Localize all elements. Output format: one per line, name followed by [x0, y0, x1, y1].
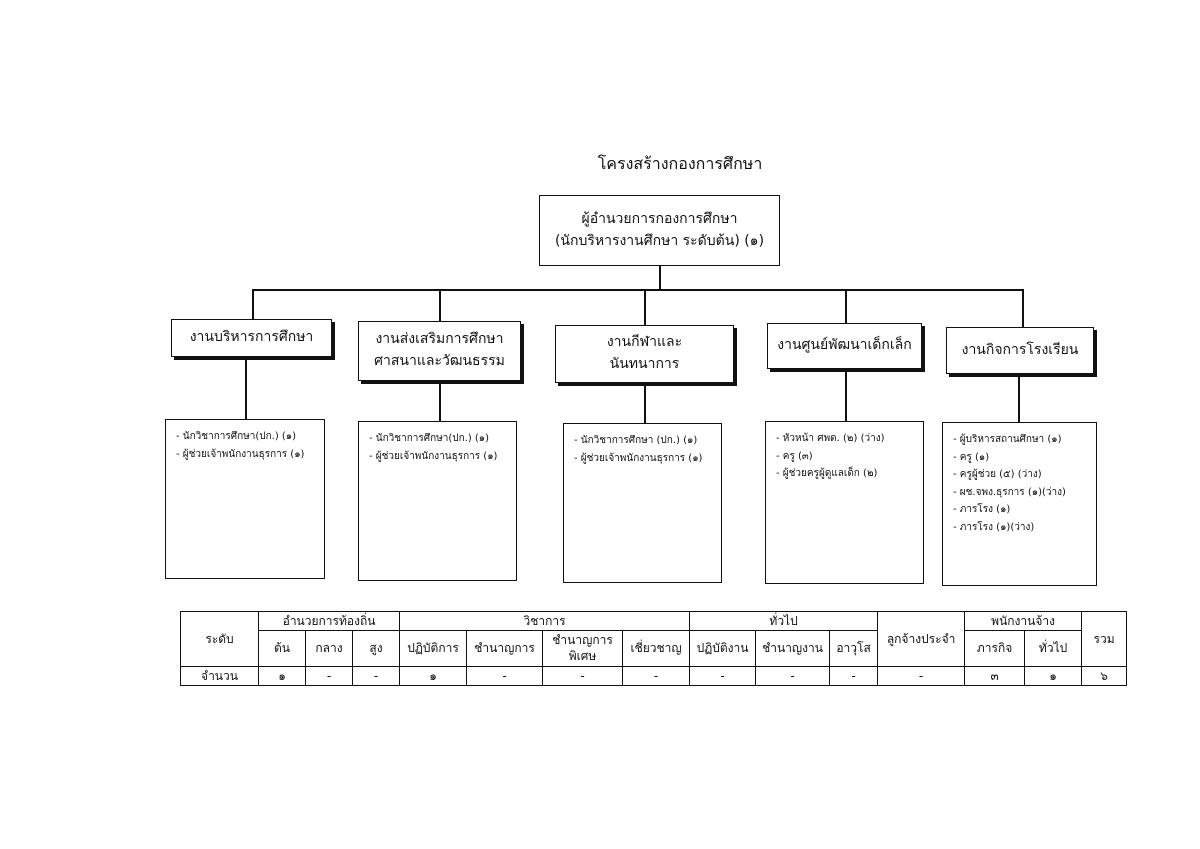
count-cell: - — [623, 666, 690, 685]
column-header: ภารกิจ — [965, 631, 1025, 666]
staff-item: - ผช.จพง.ธุรการ (๑)(ว่าง) — [953, 486, 1066, 498]
count-cell: ๑ — [400, 666, 467, 685]
count-cell: - — [756, 666, 830, 685]
department-box-education-religion-culture — [358, 321, 521, 381]
department-name: งานกีฬาและ — [606, 334, 683, 351]
total-cell: ๖ — [1082, 666, 1127, 685]
column-header: อาวุโส — [830, 631, 878, 666]
connector-dept-1 — [252, 289, 254, 319]
connector-dept-3 — [644, 289, 646, 325]
count-cell: - — [878, 666, 965, 685]
connector-dept-4 — [845, 289, 847, 323]
count-cell: - — [467, 666, 543, 685]
department-name: งานศูนย์พัฒนาเด็กเล็ก — [777, 337, 912, 354]
column-header: กลาง — [306, 631, 353, 666]
table-row — [181, 666, 1127, 685]
count-cell: - — [690, 666, 756, 685]
staff-list-school-affairs — [942, 422, 1097, 586]
connector-dept-5 — [1022, 289, 1024, 327]
director-position: (นักบริหารงานศึกษา ระดับต้น) (๑) — [554, 232, 765, 249]
staff-list-child-development — [765, 421, 924, 584]
department-name: งานบริหารการศึกษา — [189, 329, 314, 346]
column-header: ต้น — [259, 631, 306, 666]
connector-dept-2 — [439, 289, 441, 321]
connector-staff-2 — [439, 381, 441, 421]
department-box-school-affairs — [946, 327, 1094, 374]
connector-staff-5 — [1018, 374, 1020, 422]
count-label: จำนวน — [181, 666, 259, 685]
staff-item: - นักวิชาการศึกษา(ปก.) (๑) — [176, 431, 297, 442]
column-header: ปฏิบัติการ — [400, 631, 467, 666]
staff-item: - ผู้ช่วยเจ้าพนักงานธุรการ (๑) — [176, 448, 305, 460]
staff-list-education-religion-culture — [358, 421, 517, 581]
staff-list-sports-recreation — [563, 423, 722, 583]
total-header: รวม — [1082, 612, 1127, 667]
connector-director-down — [659, 266, 661, 290]
staff-item: - ผู้ช่วยครูผู้ดูแลเด็ก (๒) — [776, 468, 878, 479]
staff-item: - ผู้ช่วยเจ้าพนักงานธุรการ (๑) — [574, 452, 703, 464]
department-name-line2: นันทนาการ — [609, 356, 680, 372]
connector-staff-4 — [845, 369, 847, 421]
staff-item: - หัวหน้า ศพด. (๒) (ว่าง) — [776, 433, 885, 444]
group-header-employees: พนักงานจ้าง — [965, 612, 1082, 631]
staff-item: - ครู (๓) — [776, 450, 813, 462]
count-cell: - — [306, 666, 353, 685]
connector-staff-1 — [245, 357, 247, 419]
staff-item: - ครู (๑) — [953, 451, 990, 463]
staffing-table — [180, 611, 1127, 686]
column-header: ชำนาญงาน — [756, 631, 830, 666]
group-header-general: ทั่วไป — [690, 612, 878, 631]
staff-item: - ผู้บริหารสถานศึกษา (๑) — [953, 434, 1062, 445]
count-cell: ๑ — [1025, 666, 1082, 685]
director-title: ผู้อำนวยการกองการศึกษา — [581, 210, 738, 227]
staff-item: - ครูผู้ช่วย (๕) (ว่าง) — [953, 469, 1042, 480]
count-cell: - — [543, 666, 623, 685]
column-header: ทั่วไป — [1025, 631, 1082, 666]
level-header: ระดับ — [181, 612, 259, 667]
column-header: สูง — [353, 631, 400, 666]
count-cell: ๑ — [259, 666, 306, 685]
department-box-sports-recreation — [555, 325, 734, 383]
count-cell: ๓ — [965, 666, 1025, 685]
department-name: งานกิจการโรงเรียน — [961, 341, 1079, 358]
group-header-local-admin: อำนวยการท้องถิ่น — [259, 612, 400, 631]
staff-item: - ภารโรง (๑) — [953, 504, 1011, 515]
table-header-row-groups — [181, 612, 1127, 631]
director-box — [539, 195, 780, 266]
department-box-child-development — [767, 323, 922, 369]
page-title: โครงสร้างกองการศึกษา — [597, 154, 763, 173]
department-box-education-admin — [171, 319, 332, 357]
column-header: ชำนาญการ — [467, 631, 543, 666]
column-header: เชี่ยวชาญ — [623, 631, 690, 666]
group-header-academic: วิชาการ — [400, 612, 690, 631]
staff-item: - ผู้ช่วยเจ้าพนักงานธุรการ (๑) — [369, 450, 498, 462]
staff-item: - นักวิชาการศึกษา(ปก.) (๑) — [369, 433, 490, 444]
department-name: งานส่งเสริมการศึกษา — [375, 331, 504, 348]
staff-item: - นักวิชาการศึกษา (ปก.) (๑) — [574, 435, 698, 446]
department-name-line2: ศาสนาและวัฒนธรรม — [374, 353, 505, 369]
count-cell: - — [830, 666, 878, 685]
staff-item: - ภารโรง (๑)(ว่าง) — [953, 521, 1035, 533]
count-cell: - — [353, 666, 400, 685]
table-header-row-columns — [181, 631, 1127, 666]
staff-list-education-admin — [165, 419, 325, 579]
column-header: ปฏิบัติงาน — [690, 631, 756, 666]
column-header: ชำนาญการพิเศษ — [543, 631, 623, 666]
group-header-permanent-staff: ลูกจ้างประจำ — [878, 612, 965, 667]
connector-horizontal — [252, 289, 1023, 291]
connector-staff-3 — [644, 383, 646, 423]
